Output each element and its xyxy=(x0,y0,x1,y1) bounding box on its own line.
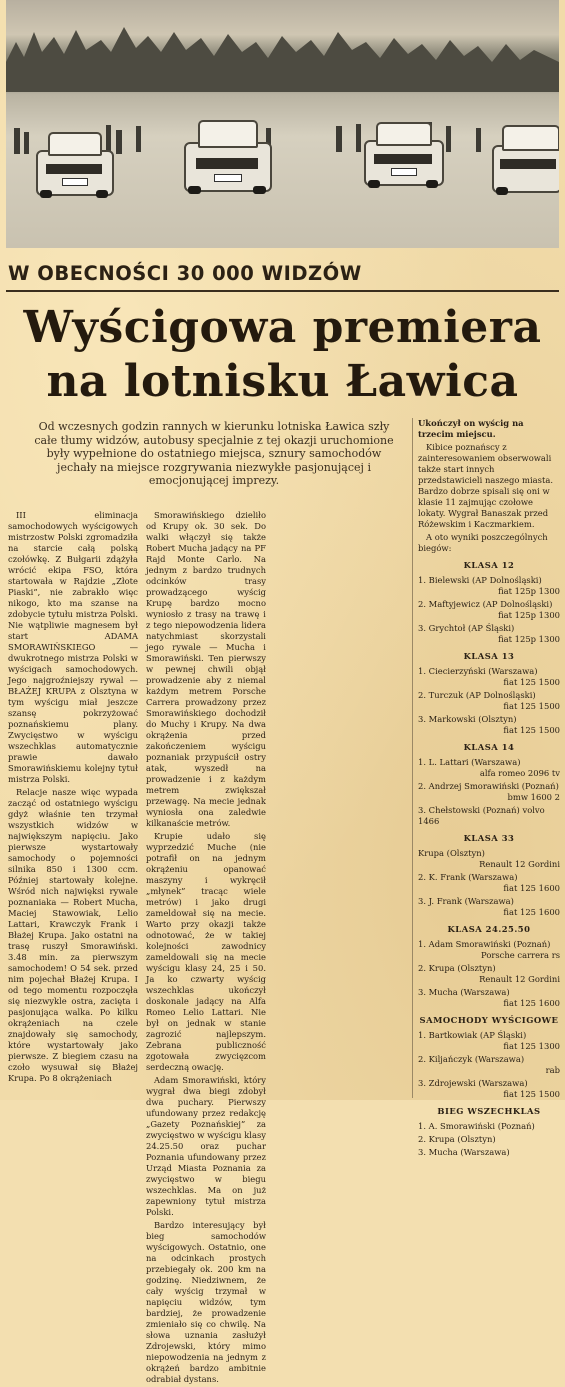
result-position: 3. xyxy=(418,1147,426,1157)
result-position: 2. xyxy=(418,1054,426,1064)
result-name: Bartkowiak (AP Śląski) xyxy=(428,1030,527,1040)
result-position: 2. xyxy=(418,1134,426,1144)
result-name: Krupa (Olsztyn) xyxy=(428,1134,496,1144)
headline-line-2: na lotnisku Ławica xyxy=(46,356,519,407)
result-name: K. Frank (Warszawa) xyxy=(428,872,518,882)
result-car: fiat 125 1500 xyxy=(503,677,560,687)
result-entry xyxy=(418,1147,560,1158)
result-name: Zdrojewski (Warszawa) xyxy=(428,1078,528,1088)
result-position: 2. xyxy=(418,781,426,791)
result-position: 3. xyxy=(418,623,426,633)
paragraph: Ukończył on wyścig na trzecim miejscu. xyxy=(418,418,524,439)
result-position: 2. xyxy=(418,963,426,973)
results-class-heading: KLASA 13 xyxy=(463,651,515,661)
result-entry xyxy=(418,1054,560,1076)
result-entry xyxy=(418,623,560,645)
results-class-heading: KLASA 14 xyxy=(463,742,515,752)
result-car: bmw 1600 2 xyxy=(507,792,560,802)
result-name: Andrzej Smorawiński (Poznań) xyxy=(428,781,559,791)
result-car: alfa romeo 2096 tv xyxy=(479,768,560,778)
result-name: Krupa (Olsztyn) xyxy=(428,963,496,973)
paragraph: Krupie udało się wyprzedzić Muche (nie potrafił on na jednym okrążeniu opanować maszyny i wykręcił „młynek” tracąc wiele metrów) i jako drugi zameldował się na mecie. Warto przy okazji także odnotować, że w takiej kolejności zawodnicy zameldowali się na mecie wyścigu klasy 24, 25 i 50. Ja ko czwarty wyścig wszechklas ukończył doskonale jadący na Alfa Romeo Lelio Lattari. Nie był on jednak w stanie zagrozić najlepszym. Zebrana publiczność zgotowała zwycięzcom serdeczną owację. xyxy=(146,831,266,1072)
result-car: fiat 125 1600 xyxy=(503,883,560,893)
headline-line-1: Wyścigowa premiera xyxy=(23,302,542,353)
result-entry xyxy=(418,987,560,1009)
result-name: Markowski (Olsztyn) xyxy=(428,714,517,724)
paragraph: Relacje nasze więc wypada zacząć od ostatniego wyścigu gdyż właśnie ten trzymał wszystkich widzów w największym napięciu. Jako pierwsze wystartowały samochody o pojemności silnika 850 i 1300 ccm. Później startowały kolejne. Wśród nich najwięksi rywale poznaniaka — Robert Mucha, Maciej Stawowiak, Lelio Lattari, Krawczyk Frank i Błażej Krupa. Jako ostatni na trasę ruszył Smorawiński. 3.48 min. za pierwszym samochodem! O 54 sek. przed nim pojechał Błażej Krupa. I od tego momentu rozpoczęła się niezwykle ostra, zacięta i pasjonująca walka. Po kilku okrążeniach na czele znajdowały się samochody, które wystartowały jako pierwsze. Z biegiem czasu na czoło wysuwał się Błażej Krupa. Po 8 okrążeniach xyxy=(8,787,138,1083)
treeline-graphic xyxy=(6,22,559,92)
result-car: fiat 125p 1300 xyxy=(498,586,560,596)
result-name: Ciecierzyński (Warszawa) xyxy=(428,666,538,676)
result-name: L. Lattari (Warszawa) xyxy=(428,757,521,767)
result-name: Mucha (Warszawa) xyxy=(428,1147,510,1157)
result-entry xyxy=(418,575,560,597)
result-entry xyxy=(418,805,560,827)
result-name: Grychtoł (AP Śląski) xyxy=(428,623,515,633)
results-class-heading: BIEG WSZECHKLAS xyxy=(437,1106,541,1116)
result-entry xyxy=(418,599,560,621)
car-4 xyxy=(492,145,559,193)
result-position: 1. xyxy=(418,1121,426,1131)
result-car: rab xyxy=(545,1065,560,1075)
result-entry xyxy=(418,1030,560,1052)
result-name: Krupa (Olsztyn) xyxy=(418,848,485,858)
results-class-heading: KLASA 12 xyxy=(463,560,515,570)
result-position: 1. xyxy=(418,939,426,949)
result-name: J. Frank (Warszawa) xyxy=(428,896,514,906)
result-position: 2. xyxy=(418,599,426,609)
result-name: Turczuk (AP Dolnośląski) xyxy=(428,690,536,700)
result-name: Maftyjewicz (AP Dolnośląski) xyxy=(428,599,553,609)
car-2 xyxy=(184,142,272,192)
paragraph: Bardzo interesujący był bieg samochodów wyścigowych. Ostatnio, one na odcinkach prostych przebiegały ok. 200 km na godzinę. Niedziwnem, że cały wyścig trzymał w napięciu widzów, tym bardziej, że prowadzenie zmieniało się co chwilę. Na słowa uznania zasłużył Zdrojewski, który mimo niepowodzenia na jednym z okrążeń bardzo ambitnie odrabiał dystans. xyxy=(146,1220,266,1384)
result-position: 2. xyxy=(418,872,426,882)
result-position: 1. xyxy=(418,666,426,676)
result-car: fiat 125p 1300 xyxy=(498,610,560,620)
result-car: Renault 12 Gordini xyxy=(479,974,560,984)
paragraph: Adam Smorawiński, który wygrał dwa biegi zdobył dwa puchary. Pierwszy ufundowany przez redakcję „Gazety Poznańskiej” za zwycięstwo w wyścigu klasy 24.25.50 oraz puchar Poznania ufundowany przez Urząd Miasta Poznania za zwycięstwo w biegu wszechklas. Ma on już zapewniony tytuł mistrza Polski. xyxy=(146,1075,266,1217)
result-entry xyxy=(418,872,560,894)
column-divider xyxy=(412,418,413,1098)
result-entry xyxy=(418,781,560,803)
results-class-heading: SAMOCHODY WYŚCIGOWE xyxy=(419,1015,559,1025)
result-car: Porsche carrera rs xyxy=(481,950,560,960)
result-name: A. Smorawiński (Poznań) xyxy=(428,1121,535,1131)
lead-paragraph: Od wczesnych godzin rannych w kierunku lotniska Ławica szły całe tłumy widzów, autobusy specjalnie z tej okazji uruchomione były wypełnione do ostatniego miejsca, sznury samochodów jechały na miejsce rozgrywania niezwykłe pasjonującej i emocjonującej imprezy. xyxy=(34,420,394,487)
paragraph: III eliminacja samochodowych wyścigowych mistrzostw Polski zgromadziła na starcie całą polską czołówkę. Z Bułgarii zdążyła wrócić ekipa FSO, która startowała w Rajdzie „Złote Piaski”, nie zabrakło więc nikogo, kto ma szanse na zdobycie tytułu mistrza Polski. Nie wątpliwie magnesem był start ADAMA SMORAWIŃSKIEGO — dwukrotnego mistrza Polski w wyścigach samochodowych. Jego najgroźniejszy rywal — BŁAŻEJ KRUPA z Olsztyna w tym wyścigu miał jeszcze szansę pokrzyżować poznańskiemu plany. Zwycięstwo w wyścigu wszechklas automatycznie prawie dawało Smorawińskiemu kolejny tytuł mistrza Polski. xyxy=(8,510,138,784)
kicker-heading: W OBECNOŚCI 30 000 WIDZÓW xyxy=(8,262,362,285)
car-3 xyxy=(364,140,444,186)
result-entry xyxy=(418,1078,560,1100)
kicker-rule xyxy=(6,290,559,292)
result-car: fiat 125 1600 xyxy=(503,998,560,1008)
result-car: Renault 12 Gordini xyxy=(479,859,560,869)
result-position: 3. xyxy=(418,1078,426,1088)
result-position: 1. xyxy=(418,757,426,767)
result-position: 3. xyxy=(418,805,426,815)
result-name: Bielewski (AP Dolnośląski) xyxy=(428,575,542,585)
paragraph: A oto wyniki poszczególnych biegów: xyxy=(418,532,548,553)
result-car: fiat 125 1500 xyxy=(503,701,560,711)
result-entry xyxy=(418,896,560,918)
result-name: Adam Smorawiński (Poznań) xyxy=(428,939,551,949)
result-position: 3. xyxy=(418,896,426,906)
result-position: 1. xyxy=(418,575,426,585)
result-entry xyxy=(418,1134,560,1145)
result-entry xyxy=(418,848,560,870)
article-column-1 xyxy=(8,510,138,1086)
article-column-2 xyxy=(146,510,266,1387)
result-position: 3. xyxy=(418,987,426,997)
car-1 xyxy=(36,150,114,196)
result-name: Kiljańczyk (Warszawa) xyxy=(428,1054,525,1064)
result-entry xyxy=(418,690,560,712)
results-class-heading: KLASA 24.25.50 xyxy=(447,924,531,934)
result-position: 1. xyxy=(418,1030,426,1040)
result-car: fiat 125 1300 xyxy=(503,1041,560,1051)
race-photo xyxy=(6,0,559,248)
result-car: fiat 125p 1300 xyxy=(498,634,560,644)
result-name: Chełstowski (Poznań) volvo 1466 xyxy=(418,805,545,826)
results-column xyxy=(418,418,560,1160)
result-entry xyxy=(418,757,560,779)
result-entry xyxy=(418,1121,560,1132)
result-entry xyxy=(418,939,560,961)
result-entry xyxy=(418,714,560,736)
results-class-heading: KLASA 33 xyxy=(463,833,515,843)
result-name: Mucha (Warszawa) xyxy=(428,987,510,997)
result-car: fiat 125 1500 xyxy=(503,1089,560,1099)
result-car: fiat 125 1500 xyxy=(503,725,560,735)
paragraph: Kibice poznańscy z zainteresowaniem obserwowali także start innych przedstawicieli naszego miasta. Bardzo dobrze spisali się oni w klasie 11 zajmując czołowe lokaty. Wygrał Banaszak przed Różewskim i Kaczmarkiem. xyxy=(418,442,553,529)
result-car: fiat 125 1600 xyxy=(503,907,560,917)
result-position: 3. xyxy=(418,714,426,724)
result-entry xyxy=(418,963,560,985)
results-list xyxy=(418,560,560,1158)
result-position: 2. xyxy=(418,690,426,700)
paragraph: Smorawińskiego dzieliło od Krupy ok. 30 sek. Do walki włączył się także Robert Mucha jadący na PF Rajd Monte Carlo. Na jednym z bardzo trudnych odcinków trasy prowadzącego wyścig Krupę bardzo mocno wyniosło z trasy na trawę i z tego niepowodzenia lidera natychmiast skorzystali jego rywale — Mucha i Smorawiński. Ten pierwszy w pewnej chwili objął prowadzenie aby z niemal każdym metrem Porsche Carrera prowadzony przez Smorawińskiego dochodził do Muchy i Krupy. Na dwa okrążenia przed zakończeniem wyścigu poznaniak przypuścił ostry atak, wyszedł na prowadzenie i z każdym metrem zwiększał przewagę. Na mecie jednak wyniosła ona zaledwie kilkanaście metrów. xyxy=(146,510,266,828)
result-entry xyxy=(418,666,560,688)
